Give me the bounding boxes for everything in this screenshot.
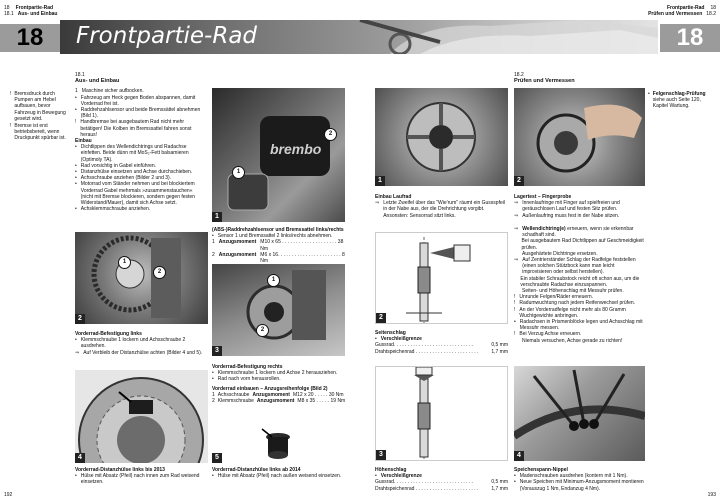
step-marker: •: [75, 94, 77, 101]
wheel-hub-graphic: [375, 88, 508, 186]
spec-bullet: Verschleißgrenze: [380, 473, 422, 480]
header-subtitle: Aus- und Einbau: [17, 11, 58, 17]
torque-label: Anzugsmoment: [218, 251, 257, 258]
step-text: Maschine sicher aufbocken.: [81, 88, 144, 95]
callout-2: 2: [153, 266, 166, 279]
photo-brake-caliper: [212, 88, 345, 222]
photo-number: 2: [514, 176, 524, 186]
marker: ⇒: [514, 257, 519, 264]
photo-number: 3: [212, 346, 222, 356]
part: Klemmschraube: [217, 398, 254, 405]
step-text: Raddrehzahlsensor und beide Bremssättel abnehmen (Bild 1).: [80, 107, 201, 120]
caption-title: Vorderrad-Distanzhülse links bis 2013: [75, 467, 165, 473]
spec-label: Drahtspeichenrad . . . . . . . . . . . . . . . . . . . . . . .: [375, 348, 479, 355]
text: Sensor 1 und Bremssattel 2 links/rechts abnehmen.: [217, 233, 333, 240]
section-title: Aus- und Einbau: [75, 78, 120, 85]
header-chapter: 18: [4, 5, 10, 11]
marker: !: [514, 294, 516, 301]
marker: ⇒: [514, 200, 519, 207]
callout-1: 1: [118, 256, 131, 269]
torque-value: M6 x 16. . . . . . . . . . . . . . . . . . . . . . . 8 Nm: [260, 251, 345, 265]
text: An der Vorderradfelge nicht mehr als 80 Gramm Wuchtgewichte anbringen.: [519, 306, 626, 319]
marker: !: [514, 306, 516, 313]
text: Niemals versuchen, Achse gerade zu richten!: [522, 337, 623, 344]
spec-label: Gussrad. . . . . . . . . . . . . . . . . . . . . . . . . . . . .: [375, 342, 474, 349]
page-number-right: 193: [707, 492, 716, 498]
einbau-step: Rad vorsichtig in Gabel einführen.: [80, 162, 157, 169]
torque-label: Anzugsmoment: [256, 398, 295, 405]
spec-title: Höhenschlag: [375, 467, 407, 473]
header-title: Frontpartie-Rad: [15, 5, 54, 11]
marker: 1: [212, 239, 215, 246]
text: Madenschrauben ausdrehen (kontern mit 1 Nm).: [519, 473, 628, 480]
text: Hülse mit Absatz (Pfeil) nach innen zum Rad weisend einsetzen.: [80, 473, 200, 486]
photo-axle-left: [75, 232, 208, 324]
spec-label: Gussrad. . . . . . . . . . . . . . . . . . . . . . . . . . . . .: [375, 479, 474, 486]
note-marker: !: [10, 123, 12, 130]
einbau-step: Motorrad vom Ständer nehmen und bei blockiertem Vorderrad Gabel mehrmals »zusammenstauchen« (nicht mit Bremse blockieren, sondern gegen festen Widerstand/Mauer), damit sich Achse setzt.: [80, 181, 195, 207]
hoehenschlag-graphic: [376, 367, 508, 461]
spoke-graphic: [514, 366, 645, 461]
callout-1: 1: [232, 166, 245, 179]
bold: Wellendichtring(e): [522, 226, 566, 232]
einbau-title: Einbau: [75, 138, 92, 145]
marker: 1: [212, 391, 215, 398]
section-number: 18.2: [514, 72, 524, 78]
wellendichtring-block: [514, 226, 644, 344]
photo-bearing-test: [514, 88, 645, 186]
spec-value: 1,7 mm: [491, 348, 508, 355]
marker: •: [75, 473, 77, 480]
torque-value: M10 x 65 . . . . . . . . . . . . . . . . . . . . 38 Nm: [260, 239, 344, 252]
right-margin-note: [648, 91, 714, 110]
header-title: Frontpartie-Rad: [666, 5, 705, 11]
spec-value: 0,5 mm: [491, 342, 508, 349]
photo-number: 4: [514, 451, 524, 461]
marker: ⇒: [75, 349, 80, 356]
seitenschlag-graphic: [376, 233, 508, 324]
part: Achsschraube: [217, 391, 250, 398]
caption-lagertest: [514, 194, 646, 219]
spec-bullet: Verschleißgrenze: [380, 336, 422, 343]
spec-value: 1,7 mm: [491, 485, 508, 492]
caption-vb-links: [75, 331, 207, 356]
text: Radachsen in Prismenblöcke legen und Achsschlag mit Messuhr messen.: [519, 319, 643, 332]
text: Bei ausgebautem Rad Dichtlippen auf Geschmeidigkeit prüfen.: [521, 238, 644, 251]
step-text: Handbremse bei ausgebautem Rad nicht mehr betätigen! Die Kolben im Bremssattel fahren sonst heraus!: [80, 119, 192, 138]
header-chapter: 18: [710, 5, 716, 11]
text: Unrunde Felgen/Räder erneuern.: [519, 294, 594, 301]
photo-number: 2: [75, 314, 85, 324]
marker: •: [212, 233, 214, 240]
photo-number: 2: [376, 313, 386, 323]
step-text: Fahrzeug am Heck gegen Boden abspannen, damit Vorderrad frei ist.: [80, 94, 196, 107]
page-number-left: 192: [4, 492, 13, 498]
text: Bei Verzug Achse erneuern.: [519, 331, 582, 338]
chapter-number-left: 18: [0, 24, 60, 52]
abs-block: [212, 227, 347, 264]
svg-text:brembo: brembo: [270, 141, 322, 157]
marker: •: [75, 337, 77, 344]
text: Letzte Zweifel über das "Wie'rum" räumt ein Gussspfeil in der Nabe aus, der die Drehrichtung vorgibt. Ansonsten: Sensorrad sitzt links.: [383, 200, 505, 219]
text: Ausgehärtete Dichtringe ersetzen.: [522, 250, 598, 257]
bearing-graphic: [514, 88, 645, 186]
photo-spacer-2014: [212, 425, 345, 463]
step-marker: 1: [75, 88, 78, 95]
photo-number: 5: [212, 453, 222, 463]
step-marker: !: [75, 119, 77, 126]
text: Ein stabiler Schraubstock reicht oft schon aus, um die verschraubte Radachse einzuspannen.: [520, 275, 640, 288]
marker: •: [212, 376, 214, 383]
photo-number: 1: [212, 212, 222, 222]
marker: •: [514, 479, 516, 486]
marker: ⇒: [514, 212, 519, 219]
torque-label: Anzugsmoment: [252, 391, 290, 398]
text: Neue Speichen mit Minimum-Anzugsmoment montieren (Vorauszug 1 Nm, Endanzug 4 Nm).: [519, 479, 644, 492]
caption-title: Einbau Laufrad: [375, 194, 412, 200]
spacer-graphic: [212, 425, 345, 463]
text: Außenlaufring muss fest in der Nabe sitzen.: [522, 212, 620, 219]
text: Rad nach vorn herausrollen.: [217, 376, 281, 383]
note-text: siehe auch Seite 120, Kapitel Wartung.: [652, 97, 701, 110]
caption-title: Speichenspann-Nippel: [514, 467, 568, 473]
photo-number: 4: [75, 453, 85, 463]
diagram-seitenschlag: [375, 232, 508, 324]
text: Auf Verbleib der Distanzhülse achten (Bilder 4 und 5).: [83, 349, 203, 356]
marker: ⇒: [375, 200, 380, 207]
marker: [514, 338, 518, 344]
caption-title: Vorderrad-Befestigung rechts: [212, 364, 283, 370]
marker: !: [514, 331, 516, 338]
text: Klemmschraube 1 lockern und Achse 2 herausziehen.: [217, 370, 338, 377]
text: Hülse mit Absatz (Pfeil) nach außen weisend einsetzen.: [217, 473, 342, 480]
caption-title: Vorderrad-Befestigung links: [75, 331, 142, 337]
section-title: Prüfen und Vermessen: [514, 78, 575, 85]
step-marker: •: [75, 107, 77, 114]
running-header-left: [4, 5, 57, 17]
callout-2: 2: [256, 324, 269, 337]
caption-title: Lagertest – Fingerprobe: [514, 194, 572, 200]
running-header-right: [648, 5, 716, 17]
marker: !: [514, 300, 516, 307]
note-marker: !: [10, 91, 12, 97]
section-18-2: [514, 72, 644, 84]
caption-einbau-laufrad: [375, 194, 507, 219]
photo-spacer-2013: [75, 370, 208, 463]
chapter-number-right: 18: [660, 24, 720, 52]
hoehenschlag-spec: Höhenschlag • Verschleißgrenze Gussrad. . . . . . . . . . . . . . . . . . . . . . . . . . . . . 0,5 mm Drahtspeichenrad . . . . . . . . . . . . . . . . . . . . . . . 1,7 mm: [375, 467, 508, 492]
seitenschlag-spec: Seitenschlag • Verschleißgrenze Gussrad. . . . . . . . . . . . . . . . . . . . . . . . . . . . . 0,5 mm Drahtspeichenrad . . . . . . . . . . . . . . . . . . . . . . . 1,7 mm: [375, 330, 508, 355]
section-number: 18.1: [75, 72, 85, 78]
einbau-title: Vorderrad einbauen – Anzugsreihenfolge (Bild 2): [212, 385, 328, 392]
brake-disc-graphic: [75, 370, 208, 463]
marker: •: [514, 319, 516, 326]
marker: •: [648, 91, 650, 97]
einbau-step: Achsklemmschraube anziehen.: [80, 206, 151, 213]
callout-2: 2: [324, 128, 337, 141]
note-text: Bremse ist erst betriebsbereit, wenn Druckpunkt spürbar ist.: [14, 123, 66, 142]
torque-value: M12 x 20 . . . . . 30 Nm: [292, 391, 344, 398]
axle-left-graphic: [75, 232, 208, 324]
marker: [514, 276, 516, 288]
marker: •: [212, 473, 214, 480]
diagram-hoehenschlag: [375, 366, 508, 461]
chapter-title: Frontpartie-Rad: [76, 23, 258, 49]
caption-dist-2013: [75, 467, 207, 486]
einbau-step: Distanzhülse einsetzen und Achse durchschieben.: [80, 169, 193, 176]
marker: 2: [212, 398, 215, 405]
left-margin-notes: [10, 91, 68, 142]
text: Klemmschraube 1 lockern und Achsschraube 2 ausdrehen.: [80, 337, 186, 350]
photo-spoke-nipples: [514, 366, 645, 461]
marker: [514, 238, 518, 250]
chapter-banner: [60, 20, 658, 54]
note-bold: Felgenschlag-Prüfung: [652, 91, 706, 97]
photo-wheel-hub: [375, 88, 508, 186]
torque-label: Anzugsmoment: [218, 239, 257, 246]
text: erneuern, wenn sie erkennbar schadhaft sind.: [522, 226, 634, 239]
photo-axle-right: [212, 264, 345, 356]
header-subtitle: Prüfen und Vermessen: [648, 11, 703, 17]
marker: ⇒: [514, 226, 519, 232]
brake-caliper-graphic: [212, 88, 345, 222]
spec-title: Seitenschlag: [375, 330, 406, 336]
caption-speichenspann: [514, 467, 648, 492]
text: Radumwuchtung nach jedem Reifenwechsel prüfen.: [519, 300, 636, 307]
marker: •: [212, 370, 214, 377]
note-text: Bremsdruck durch Pumpen am Hebel aufbauen, bevor Fahrzeug in Bewegung gesetzt wird.: [14, 91, 66, 122]
marker: 2: [212, 251, 215, 258]
caption-title: Vorderrad-Distanzhülse links ab 2014: [212, 467, 301, 473]
spec-label: Drahtspeichenrad . . . . . . . . . . . . . . . . . . . . . . .: [375, 485, 479, 492]
section-18-1: 18.1 Aus- und Einbau 1 Maschine sicher aufbocken. • Fahrzeug am Heck gegen Boden abspannen, damit Vorderrad frei ist. • Raddrehzahlsensor und beide Bremssättel abnehmen (Bild 1). ! Handbremse bei ausgebautem Rad nicht mehr betätigen! Die Kolben im Bremssattel fahren sonst heraus! Einbau • Dichtlippen des Wellendichtrings und Radachse einfetten. Beide dünn mit MoS₂-Fett balsamieren (Optimoly TA). • Rad vorsichtig in Gabel einführen. • Distanzhülse einsetzen und Achse durchschieben. • Achsschraube anziehen (Bilder 2 und 3). • Motorrad vom Ständer nehmen und bei blockiertem Vorderrad Gabel mehrmals »zusammenstauchen« (nicht mit Bremse blockieren, sondern gegen festen Widerstand/Mauer), damit sich Achse setzt. • Achsklemmschraube anziehen.: [75, 72, 205, 212]
einbau-step: Achsschraube anziehen (Bilder 2 und 3).: [80, 175, 172, 182]
photo-number: 3: [376, 450, 386, 460]
text: Auf Zentrierständer Schlag der Radfelge feststellen (einen solchen Stützbock kann man leicht improvisieren oder selbst herstellen).: [522, 257, 636, 276]
spec-value: 0,5 mm: [491, 479, 508, 486]
caption-dist-2014: [212, 467, 347, 479]
einbau-step: Dichtlippen des Wellendichtrings und Radachse einfetten. Beide dünn mit MoS₂-Fett balsamieren (Optimoly TA).: [80, 144, 189, 163]
header-section: 18.1: [4, 11, 14, 17]
text: Seiten- und Höhenschlag mit Messuhr prüfen.: [522, 288, 624, 295]
marker: •: [514, 473, 516, 480]
header-section: 18.2: [706, 11, 716, 17]
torque-value: M8 x 35 . . . . . 19 Nm: [297, 398, 346, 405]
abs-title: (ABS-)Raddrehzahlsensor und Bremssattel links/rechts: [212, 227, 344, 233]
photo-number: 1: [375, 176, 385, 186]
text: Innenlaufringe mit Finger auf spielfreien und geräuschlosen Lauf und festen Sitz prüfen.: [522, 200, 620, 213]
callout-1: 1: [267, 274, 280, 287]
caption-vb-rechts: [212, 364, 347, 404]
